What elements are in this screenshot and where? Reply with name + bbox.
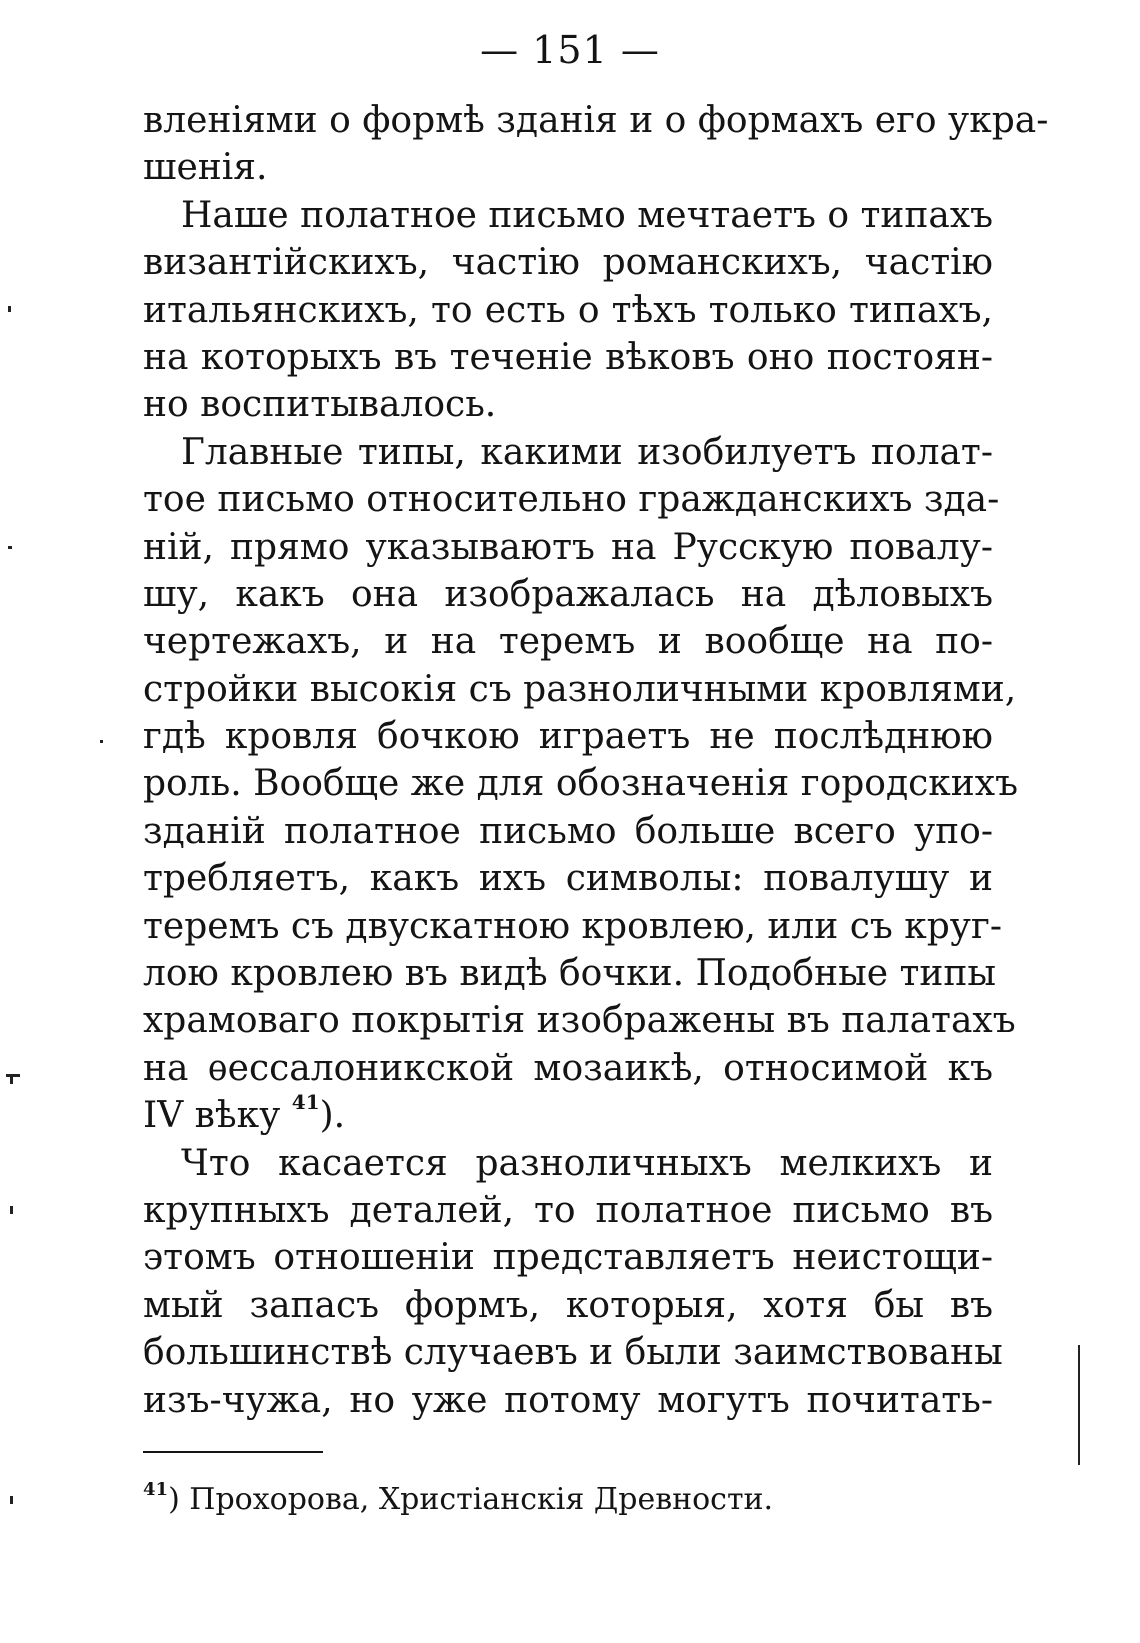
text-line: зданій полатное письмо больше всего упо- bbox=[143, 810, 993, 852]
text-line: итальянскихъ, то есть о тѣхъ только типахъ, bbox=[143, 289, 993, 331]
text-line bbox=[143, 1092, 993, 1139]
text-line: большинствѣ случаевъ и были заимствованы bbox=[143, 1332, 1003, 1374]
footnote-text: ) Прохорова, Христіанскія Древности. bbox=[168, 1482, 774, 1517]
text-line: храмоваго покрытія изображены въ палатахъ bbox=[143, 1000, 1016, 1042]
text-line: изъ-чужа, но уже потому могутъ почитать- bbox=[143, 1379, 993, 1421]
text-line: Главные типы, какими изобилуетъ полат- bbox=[181, 431, 993, 473]
text-line: чертежахъ, и на теремъ и вообще на по- bbox=[143, 621, 993, 663]
text-line: теремъ съ двускатною кровлею, или съ круг- bbox=[143, 905, 1002, 947]
scan-edge bbox=[1078, 1345, 1080, 1465]
scan-speck bbox=[10, 1206, 13, 1214]
text-line-content: IV вѣку bbox=[143, 1095, 281, 1137]
body-text bbox=[143, 97, 1049, 1424]
scan-speck bbox=[8, 306, 11, 312]
scan-speck bbox=[10, 1074, 13, 1084]
scan-speck bbox=[6, 1074, 20, 1077]
footnote bbox=[143, 1478, 1043, 1522]
text-line: лою кровлею въ видѣ бочки. Подобные типы bbox=[143, 953, 997, 995]
text-line: на которыхъ въ теченіе вѣковъ оно постоян- bbox=[143, 336, 993, 378]
text-line-closing: ). bbox=[319, 1095, 346, 1137]
text-line: шу, какъ она изображалась на дѣловыхъ bbox=[143, 573, 993, 615]
text-line: Наше полатное письмо мечтаетъ о типахъ bbox=[181, 194, 994, 236]
scan-speck bbox=[10, 1496, 13, 1504]
text-line: византійскихъ, частію романскихъ, частію bbox=[143, 242, 993, 284]
text-line: Что касается разноличныхъ мелкихъ и bbox=[181, 1142, 993, 1184]
text-line: мый запасъ формъ, которыя, хотя бы въ bbox=[143, 1284, 993, 1326]
text-line: но воспитывалось. bbox=[143, 384, 497, 426]
footnote-reference[interactable]: 41 bbox=[291, 1090, 320, 1115]
text-line: шенія. bbox=[143, 147, 268, 189]
footnote-marker: 41 bbox=[143, 1479, 169, 1500]
text-line: гдѣ кровля бочкою играетъ не послѣднюю bbox=[143, 716, 993, 758]
text-line: на ѳессалоникской мозаикѣ, относимой къ bbox=[143, 1047, 993, 1089]
text-line: ній, прямо указываютъ на Русскую повалу- bbox=[143, 526, 993, 568]
text-line: крупныхъ деталей, то полатное письмо въ bbox=[143, 1189, 993, 1231]
text-line: тое письмо относительно гражданскихъ зда- bbox=[143, 479, 1000, 521]
text-line: роль. Вообще же для обозначенія городскихъ bbox=[143, 763, 1018, 805]
text-line: этомъ отношеніи представляетъ неистощи- bbox=[143, 1237, 993, 1279]
page-number: — 151 — bbox=[480, 28, 660, 72]
scan-speck bbox=[100, 740, 103, 743]
scan-speck bbox=[8, 546, 12, 549]
text-line: вленіями о формѣ зданія и о формахъ его укра- bbox=[143, 100, 1049, 141]
text-line: стройки высокія съ разноличными кровлями, bbox=[143, 668, 1017, 710]
text-line: требляетъ, какъ ихъ символы: повалушу и bbox=[143, 858, 993, 900]
footnote-divider bbox=[143, 1451, 323, 1453]
